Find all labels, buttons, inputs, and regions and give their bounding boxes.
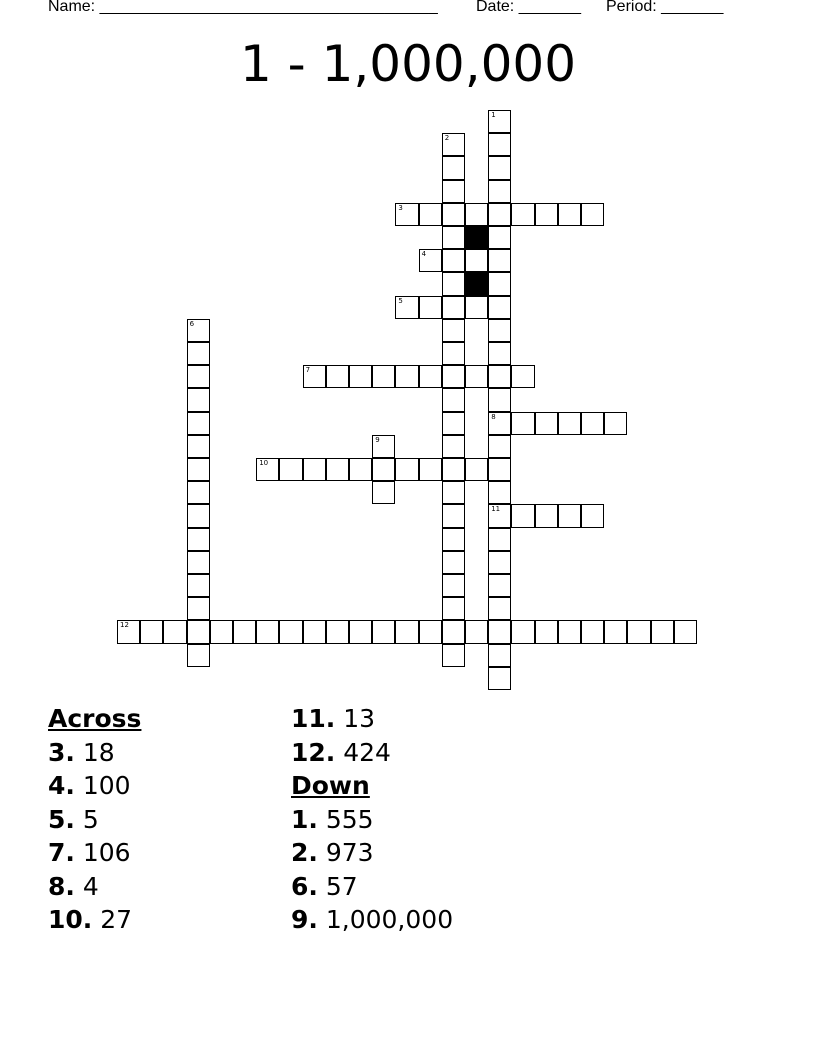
grid-cell[interactable] [558,504,581,527]
grid-cell[interactable] [442,412,465,435]
clue-across-4: 4. 100 [48,771,131,800]
grid-cell[interactable] [442,644,465,667]
grid-cell[interactable] [488,156,511,179]
grid-cell[interactable] [419,620,442,643]
grid-cell[interactable] [535,504,558,527]
grid-cell[interactable] [535,203,558,226]
puzzle-title: 1 - 1,000,000 [239,35,577,93]
grid-cell[interactable] [442,481,465,504]
grid-cell[interactable] [187,528,210,551]
grid-cell[interactable] [581,412,604,435]
grid-cell[interactable] [488,458,511,481]
grid-cell[interactable] [372,435,395,458]
grid-cell[interactable] [488,180,511,203]
grid-cell[interactable] [256,458,279,481]
grid-cell[interactable] [442,226,465,249]
grid-cell[interactable] [395,203,418,226]
grid-cell-blocked [465,272,488,295]
grid-cell[interactable] [442,504,465,527]
clue-down-1: 1. 555 [291,804,374,834]
grid-cell[interactable] [442,156,465,179]
grid-cell[interactable] [488,481,511,504]
cell-number: 9 [375,435,380,444]
grid-cell[interactable] [465,365,488,388]
grid-cell[interactable] [581,203,604,226]
grid-cell[interactable] [187,504,210,527]
grid-cell[interactable] [442,528,465,551]
grid-cell[interactable] [511,620,534,643]
clue-across-10: 10. 27 [48,905,133,934]
grid-cell[interactable] [442,551,465,574]
grid-cell[interactable] [488,574,511,597]
grid-cell[interactable] [419,458,442,481]
grid-cell[interactable] [419,249,442,272]
clue-across-12: 12. 424 [291,737,391,767]
cell-number: 3 [398,203,403,212]
grid-cell[interactable] [442,272,465,295]
grid-cell[interactable] [326,458,349,481]
grid-cell[interactable] [535,412,558,435]
clues-column-1 [48,702,141,937]
grid-cell[interactable] [326,365,349,388]
grid-cell[interactable] [395,365,418,388]
grid-cell[interactable] [187,574,210,597]
grid-cell[interactable] [581,620,604,643]
grid-cell[interactable] [442,620,465,643]
grid-cell[interactable] [187,388,210,411]
cell-number: 2 [444,134,450,143]
grid-cell[interactable] [303,620,326,643]
grid-cell[interactable] [279,620,302,643]
grid-cell[interactable] [187,365,210,388]
grid-cell[interactable] [372,620,395,643]
grid-cell[interactable] [488,504,511,527]
grid-cell[interactable] [442,133,465,156]
grid-cell[interactable] [488,110,511,133]
clue-across-5: 5. 5 [48,804,99,834]
grid-cell[interactable] [187,551,210,574]
grid-cell[interactable] [349,620,372,643]
grid-cell[interactable] [233,620,256,643]
grid-cell[interactable] [349,365,372,388]
cell-number: 6 [189,319,195,328]
grid-cell[interactable] [465,203,488,226]
grid-cell[interactable] [488,342,511,365]
grid-cell[interactable] [442,203,465,226]
clue-across-8: 8. 4 [48,871,99,901]
grid-cell[interactable] [210,620,233,643]
down-heading: Down [291,771,370,800]
grid-cell[interactable] [187,435,210,458]
grid-cell-blocked [465,226,488,249]
grid-cell[interactable] [442,249,465,272]
grid-cell[interactable] [419,365,442,388]
grid-cell[interactable] [488,226,511,249]
cell-number: 11 [491,505,501,514]
grid-cell[interactable] [419,296,442,319]
grid-cell[interactable] [279,458,302,481]
grid-cell[interactable] [604,620,627,643]
grid-cell[interactable] [488,203,511,226]
grid-cell[interactable] [558,203,581,226]
grid-cell[interactable] [511,203,534,226]
cell-number: 1 [491,111,496,119]
grid-cell[interactable] [442,296,465,319]
grid-cell[interactable] [604,412,627,435]
grid-cell[interactable] [442,319,465,342]
grid-cell[interactable] [442,388,465,411]
grid-cell[interactable] [488,667,511,690]
grid-cell[interactable] [488,296,511,319]
grid-cell[interactable] [187,481,210,504]
worksheet-header [48,0,724,16]
grid-cell[interactable] [442,435,465,458]
grid-cell[interactable] [395,620,418,643]
grid-cell[interactable] [558,412,581,435]
grid-cell[interactable] [163,620,186,643]
grid-cell[interactable] [674,620,697,643]
clue-down-2: 2. 973 [291,838,374,867]
grid-cell[interactable] [488,620,511,643]
cell-number: 12 [120,621,129,630]
clue-across-7: 7. 106 [48,838,131,867]
grid-cell[interactable] [488,528,511,551]
grid-cell[interactable] [581,504,604,527]
period-field[interactable]: Period: _______ [606,0,724,15]
grid-cell[interactable] [442,365,465,388]
grid-cell[interactable] [465,620,488,643]
grid-cell[interactable] [511,365,534,388]
grid-cell[interactable] [187,597,210,620]
grid-cell[interactable] [372,365,395,388]
grid-cell[interactable] [488,365,511,388]
grid-cell[interactable] [627,620,650,643]
grid-cell[interactable] [488,249,511,272]
grid-cell[interactable] [187,458,210,481]
grid-cell[interactable] [187,412,210,435]
grid-cell[interactable] [488,644,511,667]
grid-cell[interactable] [140,620,163,643]
cell-number: 10 [259,459,269,467]
grid-cell[interactable] [187,620,210,643]
grid-cell[interactable] [442,180,465,203]
grid-cell[interactable] [442,342,465,365]
grid-cell[interactable] [349,458,372,481]
clues-column-2 [291,702,453,937]
grid-cell[interactable] [442,597,465,620]
grid-cell[interactable] [488,319,511,342]
grid-cell[interactable] [488,388,511,411]
grid-cell[interactable] [395,296,418,319]
grid-cell[interactable] [372,481,395,504]
grid-cell[interactable] [303,365,326,388]
grid-cell[interactable] [651,620,674,643]
grid-cell[interactable] [488,272,511,295]
name-field[interactable]: Name: ______________________________________ [48,0,438,15]
grid-cell[interactable] [187,319,210,342]
grid-cell[interactable] [488,597,511,620]
cell-number: 7 [305,366,311,375]
grid-cell[interactable] [419,203,442,226]
grid-cell[interactable] [187,644,210,667]
cell-number: 8 [491,412,496,421]
grid-cell[interactable] [326,620,349,643]
date-field[interactable]: Date: _______ [476,0,581,15]
grid-cell[interactable] [442,574,465,597]
grid-cell[interactable] [465,458,488,481]
grid-cell[interactable] [558,620,581,643]
grid-cell[interactable] [511,412,534,435]
grid-cell[interactable] [511,504,534,527]
across-heading: Across [48,704,142,733]
clue-across-11: 11. 13 [291,704,376,733]
grid-cell[interactable] [117,620,140,643]
grid-cell[interactable] [256,620,279,643]
cell-number: 5 [398,296,403,305]
grid-cell[interactable] [488,551,511,574]
grid-cell[interactable] [488,133,511,156]
clue-down-6: 6. 57 [291,871,358,901]
cell-number: 4 [421,250,427,259]
grid-cell[interactable] [395,458,418,481]
grid-cell[interactable] [465,296,488,319]
clue-down-9: 9. 1,000,000 [291,905,454,934]
grid-cell[interactable] [187,342,210,365]
grid-cell[interactable] [465,249,488,272]
grid-cell[interactable] [372,458,395,481]
grid-cell[interactable] [535,620,558,643]
grid-cell[interactable] [488,435,511,458]
clue-across-3: 3. 18 [48,737,115,767]
grid-cell[interactable] [303,458,326,481]
grid-cell[interactable] [488,412,511,435]
grid-cell[interactable] [442,458,465,481]
